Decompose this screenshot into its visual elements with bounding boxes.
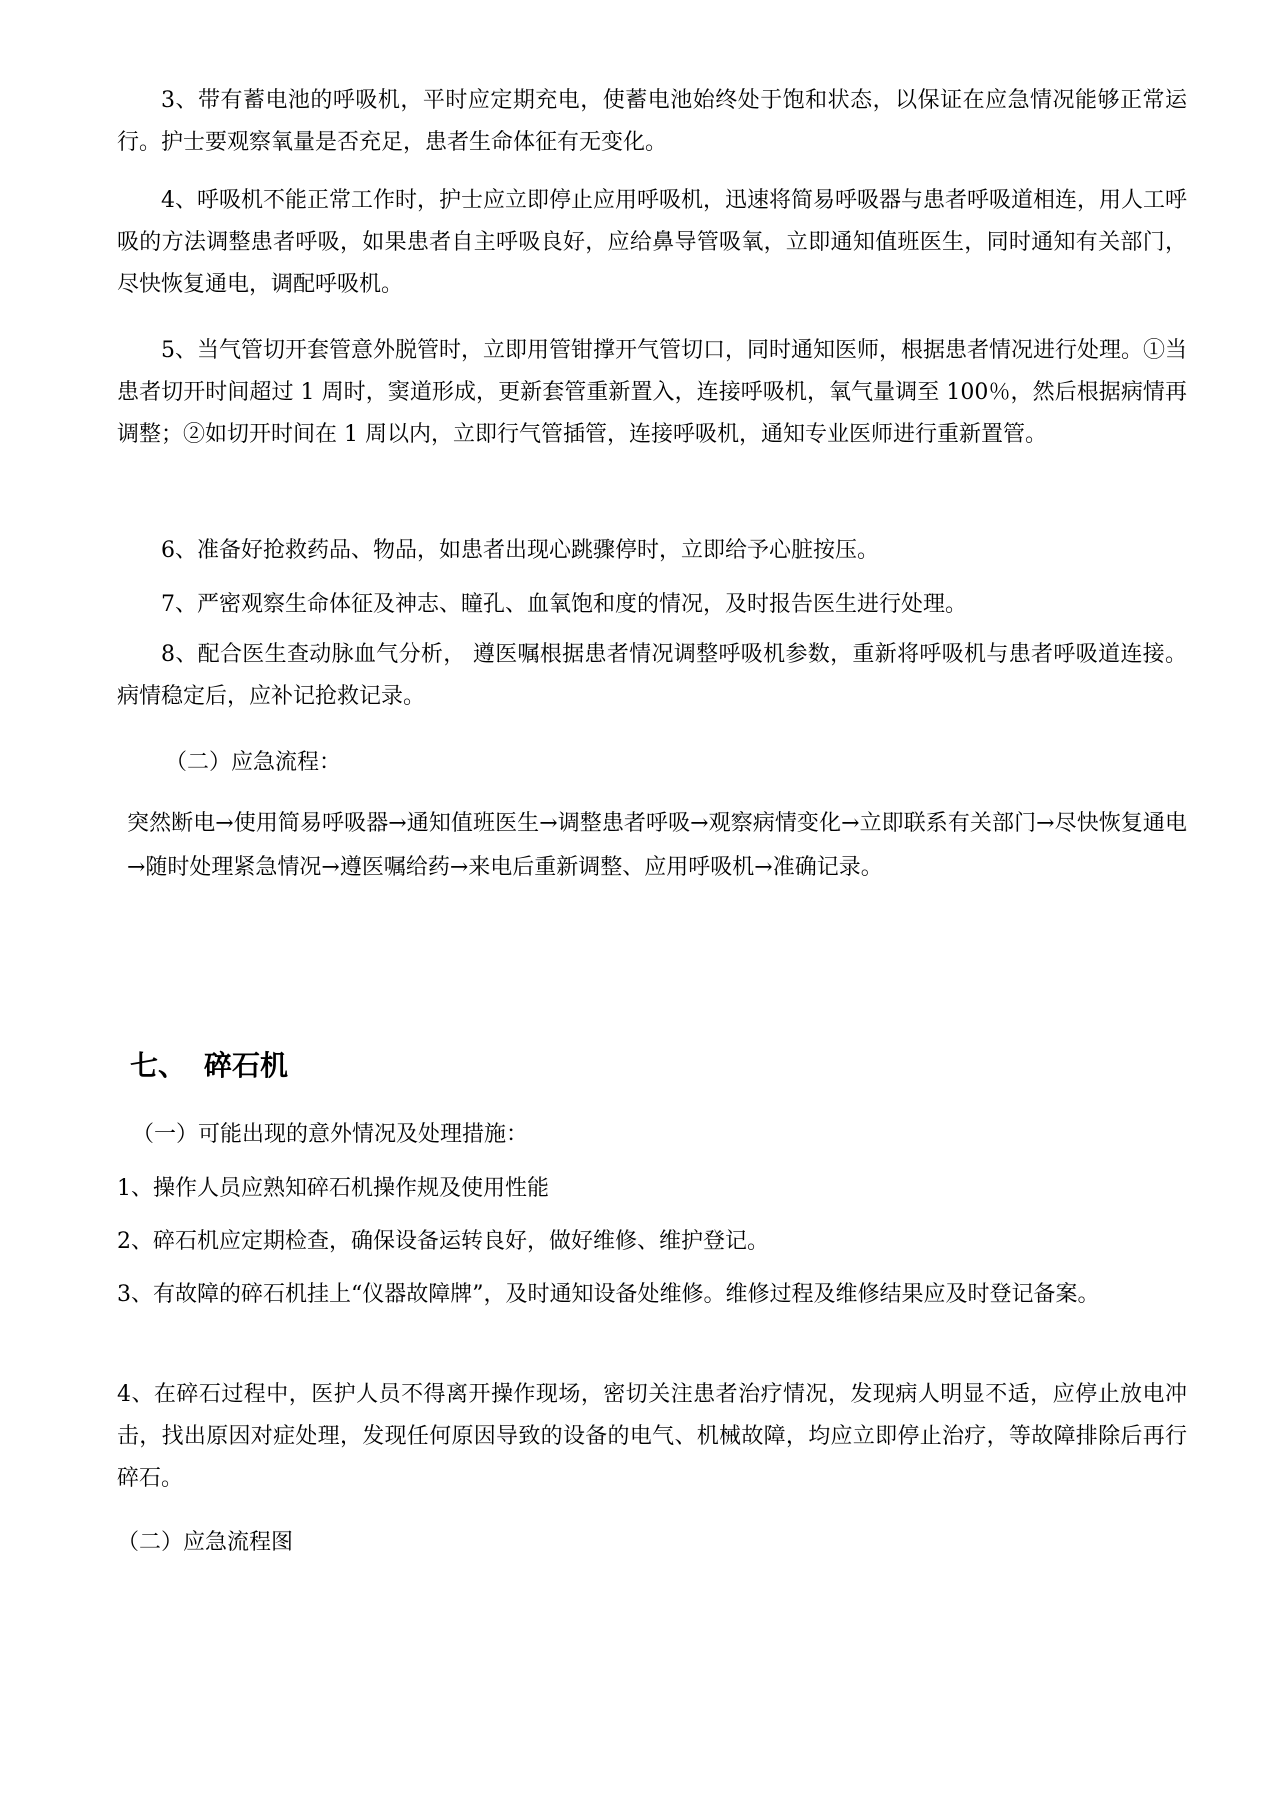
section-7-number: 七、	[130, 1049, 187, 1082]
paragraph-item-7: 7、严密观察生命体征及神志、瞳孔、血氧饱和度的情况，及时报告医生进行处理。	[161, 592, 967, 617]
lithotripter-item-3: 3、有故障的碎石机挂上“仪器故障牌”，及时通知设备处维修。维修过程及维修结果应及时登记备案。	[117, 1282, 1100, 1307]
emergency-flow-text: 突然断电→使用简易呼吸器→通知值班医生→调整患者呼吸→观察病情变化→立即联系有关部门→尽快恢复通电→随时处理紧急情况→遵医嘱给药→来电后重新调整、应用呼吸机→准确记录。	[127, 811, 1187, 880]
section-7-title: 碎石机	[204, 1049, 289, 1082]
section-7-heading	[130, 1046, 288, 1086]
paragraph-item-6: 6、准备好抢救药品、物品，如患者出现心跳骤停时，立即给予心脏按压。	[161, 538, 879, 563]
paragraph-item-8: 8、配合医生查动脉血气分析， 遵医嘱根据患者情况调整呼吸机参数，重新将呼吸机与患者呼吸道连接。病情稳定后，应补记抢救记录。	[117, 642, 1187, 709]
emergency-flow-heading: （二）应急流程：	[165, 750, 342, 775]
lithotripter-item-4: 4、在碎石过程中，医护人员不得离开操作现场，密切关注患者治疗情况，发现病人明显不适，应停止放电冲击，找出原因对症处理，发现任何原因导致的设备的电气、机械故障，均应立即停止治疗，等故障排除后再行碎石。	[117, 1382, 1187, 1491]
lithotripter-item-2: 2、碎石机应定期检查，确保设备运转良好，做好维修、维护登记。	[117, 1229, 769, 1254]
section-7-sub-heading-2: （二）应急流程图	[117, 1530, 294, 1555]
paragraph-item-3: 3、带有蓄电池的呼吸机，平时应定期充电，使蓄电池始终处于饱和状态，以保证在应急情况能够正常运行。护士要观察氧量是否充足，患者生命体征有无变化。	[117, 88, 1187, 155]
paragraph-item-5: 5、当气管切开套管意外脱管时，立即用管钳撑开气管切口，同时通知医师，根据患者情况进行处理。①当患者切开时间超过 1 周时，窦道形成，更新套管重新置入，连接呼吸机，氧气量调至 100％，然后根据病情再调整；②如切开时间在 1 周以内，立即行气管插管，连接呼吸机，通知专业医师进行重新置管。	[117, 338, 1188, 447]
lithotripter-item-1: 1、操作人员应熟知碎石机操作规及使用性能	[117, 1176, 549, 1201]
section-7-sub-heading-1: （一）可能出现的意外情况及处理措施：	[132, 1122, 529, 1147]
paragraph-item-4: 4、呼吸机不能正常工作时，护士应立即停止应用呼吸机，迅速将简易呼吸器与患者呼吸道相连，用人工呼吸的方法调整患者呼吸，如果患者自主呼吸良好，应给鼻导管吸氧，立即通知值班医生，同时通知有关部门，尽快恢复通电，调配呼吸机。	[117, 188, 1188, 297]
